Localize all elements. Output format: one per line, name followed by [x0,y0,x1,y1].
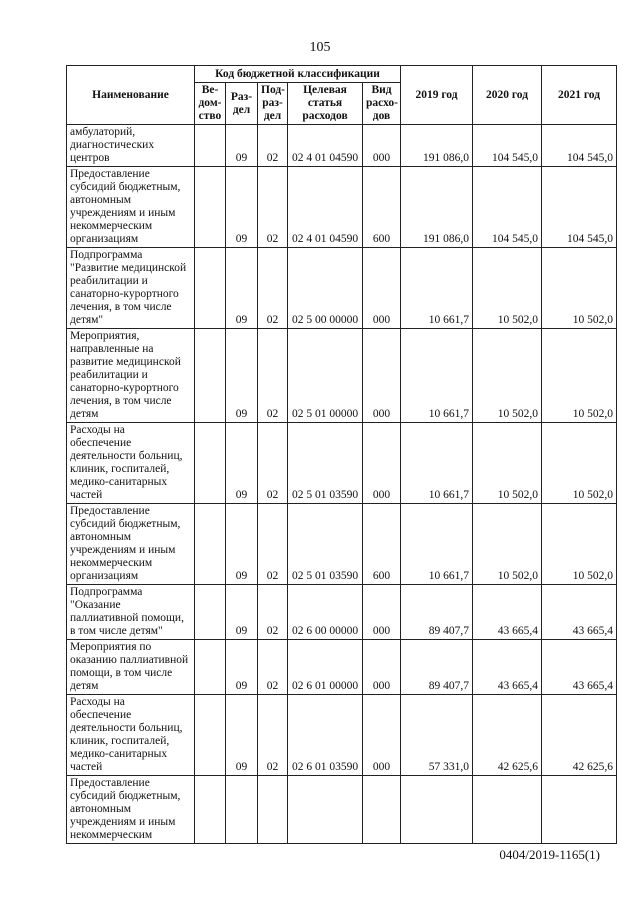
row-podrazdel: 02 [258,504,288,585]
row-vedomstvo [195,504,226,585]
row-vid: 000 [363,329,401,423]
row-podrazdel [258,776,288,844]
row-vid: 000 [363,423,401,504]
col-header-podrazdel: Под- раз- дел [258,83,288,125]
col-header-2021: 2021 год [542,66,617,125]
row-2020: 42 625,6 [473,695,542,776]
row-vedomstvo [195,695,226,776]
row-name: Подпрограмма "Оказание паллиативной помощи, в том числе детям" [67,585,195,640]
row-vid [363,776,401,844]
row-podrazdel: 02 [258,125,288,167]
row-2019: 10 661,7 [401,248,473,329]
row-vid: 000 [363,248,401,329]
row-razdel: 09 [226,423,258,504]
table-row [67,504,617,585]
row-vedomstvo [195,423,226,504]
row-2021: 42 625,6 [542,695,617,776]
row-2021: 10 502,0 [542,329,617,423]
row-2020: 10 502,0 [473,504,542,585]
table-row [67,329,617,423]
row-name: Подпрограмма "Развитие медицинской реабилитации и санаторно-курортного лечения, в том числе детям" [67,248,195,329]
row-vedomstvo [195,248,226,329]
row-name: Расходы на обеспечение деятельности больниц, клиник, госпиталей, медико-санитарных частей [67,423,195,504]
row-target: 02 5 01 00000 [288,329,363,423]
row-2021: 43 665,4 [542,640,617,695]
row-name: Расходы на обеспечение деятельности больниц, клиник, госпиталей, медико-санитарных частей [67,695,195,776]
table-row [67,585,617,640]
col-header-2019: 2019 год [401,66,473,125]
col-header-budget-code: Код бюджетной классификации [195,66,401,83]
table-row [67,167,617,248]
row-razdel: 09 [226,504,258,585]
page-number: 105 [309,40,331,55]
row-podrazdel: 02 [258,695,288,776]
row-target: 02 5 00 00000 [288,248,363,329]
row-razdel: 09 [226,248,258,329]
row-target [288,776,363,844]
table-row [67,125,617,167]
row-target: 02 5 01 03590 [288,423,363,504]
row-razdel: 09 [226,640,258,695]
row-target: 02 4 01 04590 [288,125,363,167]
row-name: Мероприятия, направленные на развитие медицинской реабилитации и санаторно-курортного лечения, в том числе детям [67,329,195,423]
row-vid: 000 [363,640,401,695]
table-row [67,695,617,776]
col-header-name: Наименование [67,66,195,125]
table-row [67,776,617,844]
row-2020: 43 665,4 [473,585,542,640]
row-2021: 10 502,0 [542,248,617,329]
table-row [67,423,617,504]
row-2019: 191 086,0 [401,125,473,167]
row-target: 02 5 01 03590 [288,504,363,585]
row-2019: 89 407,7 [401,640,473,695]
col-header-vedomstvo: Ве- дом- ство [195,83,226,125]
row-target: 02 6 01 00000 [288,640,363,695]
row-razdel: 09 [226,125,258,167]
row-vedomstvo [195,329,226,423]
row-razdel: 09 [226,695,258,776]
row-2019 [401,776,473,844]
row-vedomstvo [195,640,226,695]
row-vid: 000 [363,695,401,776]
row-razdel: 09 [226,585,258,640]
row-target: 02 4 01 04590 [288,167,363,248]
row-name: Предоставление субсидий бюджетным, автономным учреждениям и иным некоммерческим организациям [67,167,195,248]
row-name: Предоставление субсидий бюджетным, автономным учреждениям и иным некоммерческим организациям [67,504,195,585]
row-2021: 104 545,0 [542,167,617,248]
col-header-2020: 2020 год [473,66,542,125]
col-header-target: Целевая статья расходов [288,83,363,125]
row-podrazdel: 02 [258,329,288,423]
row-vid: 000 [363,585,401,640]
row-2019: 191 086,0 [401,167,473,248]
row-target: 02 6 00 00000 [288,585,363,640]
col-header-vid: Вид расхо- дов [363,83,401,125]
row-name: Мероприятия по оказанию паллиативной помощи, в том числе детям [67,640,195,695]
row-2020: 104 545,0 [473,125,542,167]
row-2020: 43 665,4 [473,640,542,695]
budget-table [66,65,617,844]
row-razdel: 09 [226,167,258,248]
row-2020: 104 545,0 [473,167,542,248]
row-vedomstvo [195,125,226,167]
row-vid: 600 [363,504,401,585]
row-2020: 10 502,0 [473,248,542,329]
row-2021: 43 665,4 [542,585,617,640]
row-2019: 10 661,7 [401,423,473,504]
row-2021: 10 502,0 [542,504,617,585]
header-row-top [67,66,617,83]
row-name: Предоставление субсидий бюджетным, автономным учреждениям и иным некоммерческим [67,776,195,844]
row-2020 [473,776,542,844]
row-2019: 57 331,0 [401,695,473,776]
row-podrazdel: 02 [258,167,288,248]
row-vid: 000 [363,125,401,167]
row-2021: 104 545,0 [542,125,617,167]
row-2019: 10 661,7 [401,329,473,423]
row-2019: 89 407,7 [401,585,473,640]
col-header-razdel: Раз- дел [226,83,258,125]
row-2020: 10 502,0 [473,423,542,504]
table-row [67,640,617,695]
row-2021 [542,776,617,844]
row-razdel: 09 [226,329,258,423]
row-podrazdel: 02 [258,640,288,695]
row-name: амбулаторий, диагностических центров [67,125,195,167]
row-2020: 10 502,0 [473,329,542,423]
row-target: 02 6 01 03590 [288,695,363,776]
table-row [67,248,617,329]
row-podrazdel: 02 [258,423,288,504]
row-2021: 10 502,0 [542,423,617,504]
row-razdel [226,776,258,844]
row-2019: 10 661,7 [401,504,473,585]
row-vedomstvo [195,585,226,640]
row-vid: 600 [363,167,401,248]
row-vedomstvo [195,167,226,248]
row-podrazdel: 02 [258,248,288,329]
row-podrazdel: 02 [258,585,288,640]
document-code: 0404/2019-1165(1) [499,847,600,862]
row-vedomstvo [195,776,226,844]
